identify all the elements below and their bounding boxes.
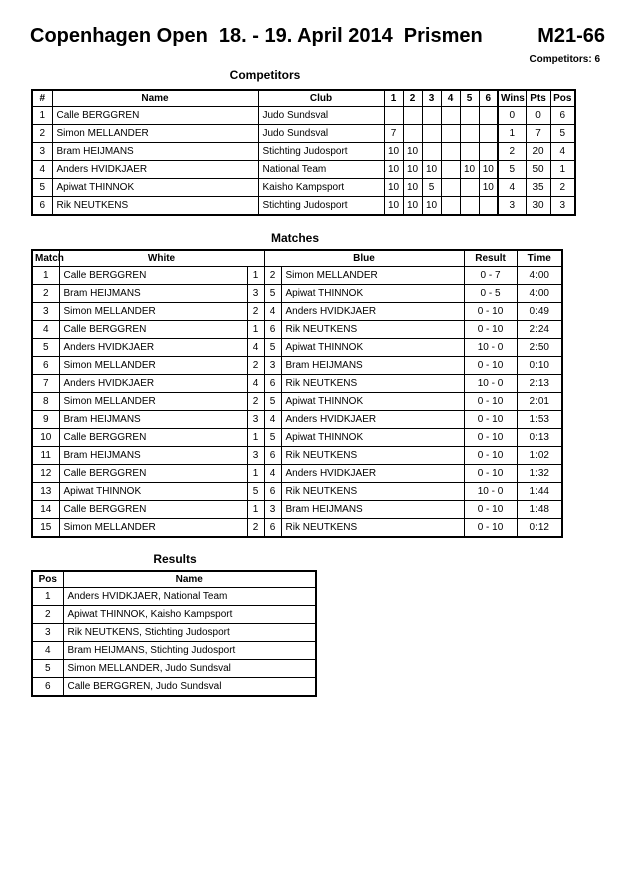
- score-cell: [403, 107, 422, 125]
- score-cell: 10: [460, 161, 479, 179]
- column-header: Pts: [526, 90, 550, 107]
- match-row: [32, 357, 562, 375]
- column-header: 5: [460, 90, 479, 107]
- score-cell: [422, 125, 441, 143]
- column-header: Result: [464, 250, 517, 267]
- competitor-name: Bram HEIJMANS: [52, 143, 258, 161]
- white-number: 2: [247, 357, 264, 375]
- blue-fighter: Anders HVIDKJAER: [281, 465, 464, 483]
- match-number: 3: [32, 303, 59, 321]
- match-row: [32, 483, 562, 501]
- match-result: 10 - 0: [464, 375, 517, 393]
- blue-fighter: Bram HEIJMANS: [281, 357, 464, 375]
- match-row: [32, 519, 562, 538]
- white-number: 4: [247, 375, 264, 393]
- competitor-club: Kaisho Kampsport: [258, 179, 384, 197]
- score-cell: [479, 125, 498, 143]
- score-cell: [422, 107, 441, 125]
- competitor-row: [32, 143, 575, 161]
- match-result: 0 - 5: [464, 285, 517, 303]
- white-number: 2: [247, 519, 264, 538]
- white-fighter: Calle BERGGREN: [59, 465, 247, 483]
- result-position: 4: [32, 642, 63, 660]
- match-result: 0 - 10: [464, 393, 517, 411]
- column-header: 3: [422, 90, 441, 107]
- match-result: 10 - 0: [464, 339, 517, 357]
- blue-number: 6: [264, 321, 281, 339]
- results-table: [31, 570, 317, 697]
- white-number: 3: [247, 447, 264, 465]
- score-cell: [479, 197, 498, 216]
- blue-fighter: Rik NEUTKENS: [281, 321, 464, 339]
- white-fighter: Simon MELLANDER: [59, 357, 247, 375]
- competitor-points: 7: [526, 125, 550, 143]
- score-cell: 10: [403, 161, 422, 179]
- match-time: 0:10: [517, 357, 562, 375]
- white-fighter: Calle BERGGREN: [59, 429, 247, 447]
- competitor-points: 0: [526, 107, 550, 125]
- category-label: M21-66: [537, 25, 605, 47]
- match-time: 2:01: [517, 393, 562, 411]
- column-header: 6: [479, 90, 498, 107]
- score-cell: [460, 143, 479, 161]
- result-row: [32, 678, 316, 697]
- white-number: 2: [247, 303, 264, 321]
- match-time: 1:44: [517, 483, 562, 501]
- result-position: 1: [32, 588, 63, 606]
- column-header: Match: [32, 250, 59, 267]
- competitor-points: 20: [526, 143, 550, 161]
- competitor-row: [32, 197, 575, 216]
- competitor-position: 3: [550, 197, 575, 216]
- white-fighter: Bram HEIJMANS: [59, 447, 247, 465]
- score-cell: 10: [403, 179, 422, 197]
- blue-number: 6: [264, 447, 281, 465]
- match-time: 1:32: [517, 465, 562, 483]
- white-fighter: Simon MELLANDER: [59, 303, 247, 321]
- blue-fighter: Rik NEUTKENS: [281, 375, 464, 393]
- white-fighter: Bram HEIJMANS: [59, 411, 247, 429]
- match-number: 6: [32, 357, 59, 375]
- column-header: #: [32, 90, 52, 107]
- competitor-club: Judo Sundsval: [258, 107, 384, 125]
- match-row: [32, 411, 562, 429]
- matches-table: [31, 249, 563, 538]
- result-name: Rik NEUTKENS, Stichting Judosport: [63, 624, 316, 642]
- match-number: 1: [32, 267, 59, 285]
- result-row: [32, 606, 316, 624]
- competitor-position: 6: [550, 107, 575, 125]
- match-result: 0 - 10: [464, 519, 517, 538]
- score-cell: 10: [479, 161, 498, 179]
- match-row: [32, 429, 562, 447]
- score-cell: [460, 197, 479, 216]
- column-header: Wins: [498, 90, 526, 107]
- score-cell: [460, 125, 479, 143]
- column-header: 2: [403, 90, 422, 107]
- score-cell: [441, 143, 460, 161]
- match-row: [32, 267, 562, 285]
- competitor-row: [32, 161, 575, 179]
- score-cell: 10: [403, 143, 422, 161]
- match-number: 15: [32, 519, 59, 538]
- blue-number: 6: [264, 483, 281, 501]
- match-time: 4:00: [517, 267, 562, 285]
- score-cell: 10: [384, 179, 403, 197]
- competitor-number: 2: [32, 125, 52, 143]
- competitor-wins: 4: [498, 179, 526, 197]
- score-cell: 10: [479, 179, 498, 197]
- white-number: 3: [247, 285, 264, 303]
- match-number: 5: [32, 339, 59, 357]
- white-number: 1: [247, 321, 264, 339]
- score-cell: 5: [422, 179, 441, 197]
- result-position: 5: [32, 660, 63, 678]
- competitor-club: Judo Sundsval: [258, 125, 384, 143]
- competitor-wins: 3: [498, 197, 526, 216]
- score-cell: [384, 107, 403, 125]
- score-cell: 10: [384, 143, 403, 161]
- score-cell: [441, 161, 460, 179]
- results-header-row: [32, 571, 316, 588]
- competitor-position: 2: [550, 179, 575, 197]
- blue-fighter: Rik NEUTKENS: [281, 483, 464, 501]
- score-cell: [441, 125, 460, 143]
- match-result: 0 - 10: [464, 357, 517, 375]
- match-row: [32, 303, 562, 321]
- match-time: 4:00: [517, 285, 562, 303]
- blue-number: 5: [264, 429, 281, 447]
- result-name: Bram HEIJMANS, Stichting Judosport: [63, 642, 316, 660]
- column-header: Blue: [264, 250, 464, 267]
- match-time: 2:24: [517, 321, 562, 339]
- result-row: [32, 660, 316, 678]
- match-time: 0:49: [517, 303, 562, 321]
- matches-section-title: Matches: [270, 231, 320, 245]
- blue-fighter: Anders HVIDKJAER: [281, 303, 464, 321]
- competitor-number: 3: [32, 143, 52, 161]
- column-header: Name: [52, 90, 258, 107]
- match-time: 0:12: [517, 519, 562, 538]
- results-section-title: Results: [153, 552, 197, 566]
- blue-number: 4: [264, 411, 281, 429]
- match-time: 1:02: [517, 447, 562, 465]
- blue-number: 4: [264, 465, 281, 483]
- score-cell: 10: [384, 197, 403, 216]
- result-name: Simon MELLANDER, Judo Sundsval: [63, 660, 316, 678]
- match-result: 0 - 7: [464, 267, 517, 285]
- white-number: 5: [247, 483, 264, 501]
- competitor-row: [32, 107, 575, 125]
- match-result: 0 - 10: [464, 303, 517, 321]
- competitor-points: 50: [526, 161, 550, 179]
- match-result: 0 - 10: [464, 447, 517, 465]
- white-number: 3: [247, 411, 264, 429]
- score-cell: [441, 197, 460, 216]
- match-number: 9: [32, 411, 59, 429]
- blue-number: 4: [264, 303, 281, 321]
- match-time: 1:48: [517, 501, 562, 519]
- result-name: Anders HVIDKJAER, National Team: [63, 588, 316, 606]
- blue-number: 6: [264, 519, 281, 538]
- match-time: 2:50: [517, 339, 562, 357]
- match-row: [32, 501, 562, 519]
- match-result: 0 - 10: [464, 321, 517, 339]
- blue-fighter: Rik NEUTKENS: [281, 447, 464, 465]
- match-row: [32, 285, 562, 303]
- score-cell: [441, 179, 460, 197]
- score-cell: 10: [422, 161, 441, 179]
- result-name: Apiwat THINNOK, Kaisho Kampsport: [63, 606, 316, 624]
- match-time: 0:13: [517, 429, 562, 447]
- score-cell: [441, 107, 460, 125]
- competitor-number: 4: [32, 161, 52, 179]
- score-cell: [479, 143, 498, 161]
- competitor-row: [32, 125, 575, 143]
- competitor-row: [32, 179, 575, 197]
- white-fighter: Simon MELLANDER: [59, 393, 247, 411]
- competitors-table: [31, 89, 576, 216]
- score-cell: 10: [384, 161, 403, 179]
- matches-header-row: [32, 250, 562, 267]
- blue-fighter: Anders HVIDKJAER: [281, 411, 464, 429]
- match-row: [32, 447, 562, 465]
- blue-fighter: Bram HEIJMANS: [281, 501, 464, 519]
- competitor-position: 4: [550, 143, 575, 161]
- match-number: 12: [32, 465, 59, 483]
- column-header: 1: [384, 90, 403, 107]
- match-row: [32, 321, 562, 339]
- competitor-name: Apiwat THINNOK: [52, 179, 258, 197]
- column-header: Club: [258, 90, 384, 107]
- blue-fighter: Apiwat THINNOK: [281, 285, 464, 303]
- white-fighter: Anders HVIDKJAER: [59, 375, 247, 393]
- blue-number: 3: [264, 357, 281, 375]
- match-result: 0 - 10: [464, 465, 517, 483]
- competitor-club: Stichting Judosport: [258, 197, 384, 216]
- white-number: 1: [247, 465, 264, 483]
- column-header: Pos: [32, 571, 63, 588]
- white-number: 4: [247, 339, 264, 357]
- match-number: 13: [32, 483, 59, 501]
- match-number: 14: [32, 501, 59, 519]
- column-header: Name: [63, 571, 316, 588]
- competitor-points: 30: [526, 197, 550, 216]
- result-row: [32, 624, 316, 642]
- competitor-name: Anders HVIDKJAER: [52, 161, 258, 179]
- match-number: 2: [32, 285, 59, 303]
- blue-fighter: Apiwat THINNOK: [281, 393, 464, 411]
- competitors-count: Competitors: 6: [529, 54, 600, 65]
- competitor-name: Calle BERGGREN: [52, 107, 258, 125]
- competitor-wins: 0: [498, 107, 526, 125]
- column-header: 4: [441, 90, 460, 107]
- match-row: [32, 375, 562, 393]
- white-fighter: Calle BERGGREN: [59, 321, 247, 339]
- match-row: [32, 393, 562, 411]
- white-number: 1: [247, 501, 264, 519]
- column-header: Time: [517, 250, 562, 267]
- white-fighter: Calle BERGGREN: [59, 501, 247, 519]
- score-cell: [422, 143, 441, 161]
- score-cell: 10: [403, 197, 422, 216]
- score-cell: 7: [384, 125, 403, 143]
- result-position: 2: [32, 606, 63, 624]
- blue-number: 6: [264, 375, 281, 393]
- result-row: [32, 588, 316, 606]
- match-number: 8: [32, 393, 59, 411]
- blue-fighter: Apiwat THINNOK: [281, 429, 464, 447]
- white-number: 1: [247, 267, 264, 285]
- competitor-position: 5: [550, 125, 575, 143]
- competitor-position: 1: [550, 161, 575, 179]
- result-position: 6: [32, 678, 63, 697]
- white-fighter: Bram HEIJMANS: [59, 285, 247, 303]
- competitor-number: 6: [32, 197, 52, 216]
- match-row: [32, 339, 562, 357]
- match-time: 1:53: [517, 411, 562, 429]
- match-number: 11: [32, 447, 59, 465]
- blue-number: 5: [264, 339, 281, 357]
- white-number: 1: [247, 429, 264, 447]
- blue-fighter: Rik NEUTKENS: [281, 519, 464, 538]
- white-fighter: Simon MELLANDER: [59, 519, 247, 538]
- score-cell: 10: [422, 197, 441, 216]
- competitor-club: Stichting Judosport: [258, 143, 384, 161]
- event-title: Copenhagen Open 18. - 19. April 2014 Prismen: [30, 25, 483, 47]
- blue-fighter: Simon MELLANDER: [281, 267, 464, 285]
- match-row: [32, 465, 562, 483]
- competitors-section-title: Competitors: [229, 68, 301, 82]
- score-cell: [460, 179, 479, 197]
- score-cell: [479, 107, 498, 125]
- blue-number: 5: [264, 393, 281, 411]
- match-time: 2:13: [517, 375, 562, 393]
- match-number: 7: [32, 375, 59, 393]
- competitor-wins: 5: [498, 161, 526, 179]
- white-fighter: Anders HVIDKJAER: [59, 339, 247, 357]
- competitor-number: 1: [32, 107, 52, 125]
- blue-number: 5: [264, 285, 281, 303]
- match-result: 0 - 10: [464, 429, 517, 447]
- white-fighter: Apiwat THINNOK: [59, 483, 247, 501]
- column-header: Pos: [550, 90, 575, 107]
- match-result: 0 - 10: [464, 501, 517, 519]
- result-position: 3: [32, 624, 63, 642]
- match-number: 4: [32, 321, 59, 339]
- score-cell: [460, 107, 479, 125]
- blue-number: 3: [264, 501, 281, 519]
- competitor-club: National Team: [258, 161, 384, 179]
- page-title: [30, 25, 605, 51]
- blue-fighter: Apiwat THINNOK: [281, 339, 464, 357]
- match-number: 10: [32, 429, 59, 447]
- competitor-name: Rik NEUTKENS: [52, 197, 258, 216]
- competitor-points: 35: [526, 179, 550, 197]
- competitors-header-row: [32, 90, 575, 107]
- competitor-wins: 2: [498, 143, 526, 161]
- score-cell: [403, 125, 422, 143]
- competitor-name: Simon MELLANDER: [52, 125, 258, 143]
- white-fighter: Calle BERGGREN: [59, 267, 247, 285]
- match-result: 0 - 10: [464, 411, 517, 429]
- column-header: White: [59, 250, 264, 267]
- result-row: [32, 642, 316, 660]
- white-number: 2: [247, 393, 264, 411]
- blue-number: 2: [264, 267, 281, 285]
- competitor-number: 5: [32, 179, 52, 197]
- competitor-wins: 1: [498, 125, 526, 143]
- match-result: 10 - 0: [464, 483, 517, 501]
- result-name: Calle BERGGREN, Judo Sundsval: [63, 678, 316, 697]
